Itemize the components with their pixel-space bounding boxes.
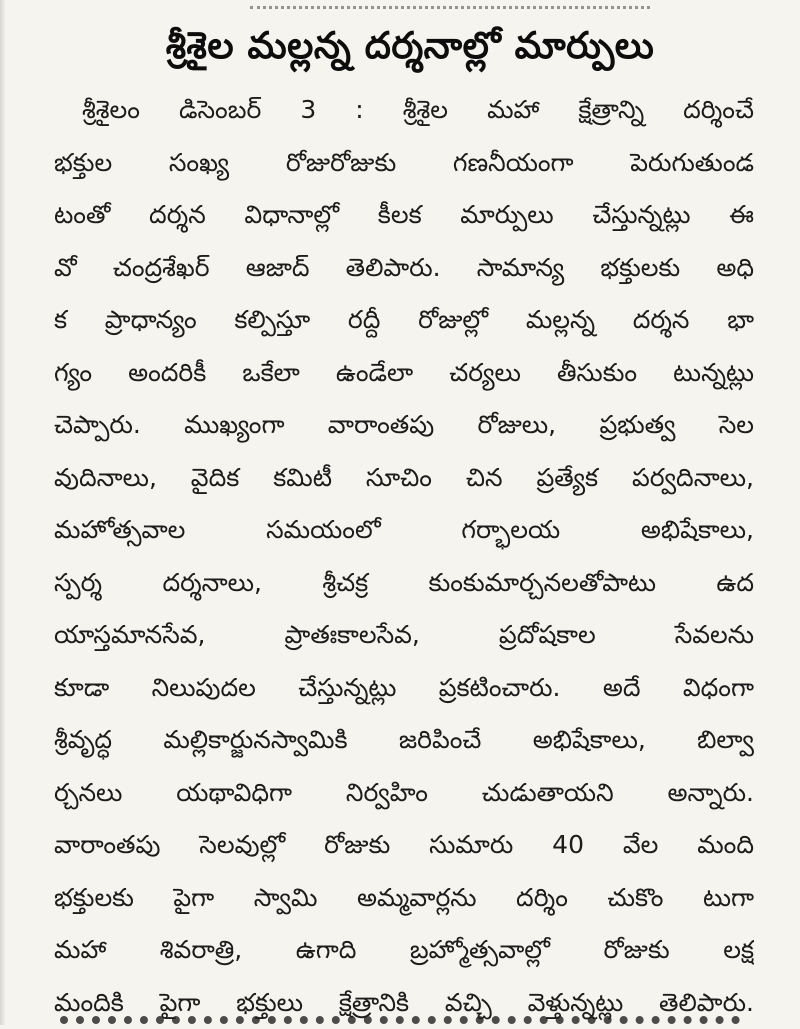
article-line: స్పర్శ దర్శనాలు, శ్రీచక్ర కుంకుమార్చనలతోపాటు ఉద (54, 557, 754, 610)
article-line: క ప్రాధాన్యం కల్పిస్తూ రద్దీ రోజుల్లో మల్లన్న దర్శన భా (54, 294, 754, 347)
article-line: వో చంద్రశేఖర్ ఆజాద్ తెలిపారు. సామాన్య భక్తులకు అధి (54, 242, 754, 295)
next-article-fragment (0, 1010, 800, 1025)
article-line: మహా శివరాత్రి, ఉగాది బ్రహ్మోత్సవాల్లో రోజుకు లక్ష (54, 924, 754, 977)
previous-article-fragment (0, 0, 800, 14)
article-line: భక్తులకు పైగా స్వామి అమ్మవార్లను దర్శిం చుకొం టుగా (54, 872, 754, 925)
article-line: మహోత్సవాల సమయంలో గర్భాలయ అభిషేకాలు, (54, 504, 754, 557)
article-line: చెప్పారు. ముఖ్యంగా వారాంతపు రోజులు, ప్రభుత్వ సెల (54, 399, 754, 452)
article-line: శ్రీవృద్ధ మల్లికార్జునస్వామికి జరిపించే అభిషేకాలు, బిల్వా (54, 714, 754, 767)
article-line: వారాంతపు సెలవుల్లో రోజుకు సుమారు 40 వేల మంది (54, 819, 754, 872)
article-line: వుదినాలు, వైదిక కమిటీ సూచిం చిన ప్రత్యేక పర్వదినాలు, (54, 452, 754, 505)
page-left-edge (0, 0, 6, 1025)
article-line: శ్రీశైలం డిసెంబర్ 3 : శ్రీశైల మహా క్షేత్రాన్ని దర్శించే (54, 84, 754, 137)
article-line: కూడా నిలుపుదల చేస్తున్నట్లు ప్రకటించారు. అదే విధంగా (54, 662, 754, 715)
article-line: టంతో దర్శన విధానాల్లో కీలక మార్పులు చేస్తున్నట్లు ఈ (54, 189, 754, 242)
article-line: మందికి పైగా భక్తులు క్షేత్రానికి వచ్చి వెళ్తున్నట్లు తెలిపారు. (54, 977, 754, 1029)
next-article-headline-fragment (60, 1016, 740, 1025)
article-line: గ్యం అందరికీ ఒకేలా ఉండేలా చర్యలు తీసుకుం టున్నట్లు (54, 347, 754, 400)
article-body (54, 84, 754, 1029)
article-line: భక్తుల సంఖ్య రోజురోజుకు గణనీయంగా పెరుగుతుండ (54, 137, 754, 190)
article-line: ర్చనలు యథావిధిగా నిర్వహిం చుడుతాయని అన్నారు. (54, 767, 754, 820)
article-line: యాస్తమానసేవ, ప్రాతఃకాలసేవ, ప్రదోషకాల సేవలను (54, 609, 754, 662)
headline: శ్రీశైల మల్లన్న దర్శనాల్లో మార్పులు (60, 14, 760, 78)
previous-article-text-fragment (250, 0, 650, 9)
